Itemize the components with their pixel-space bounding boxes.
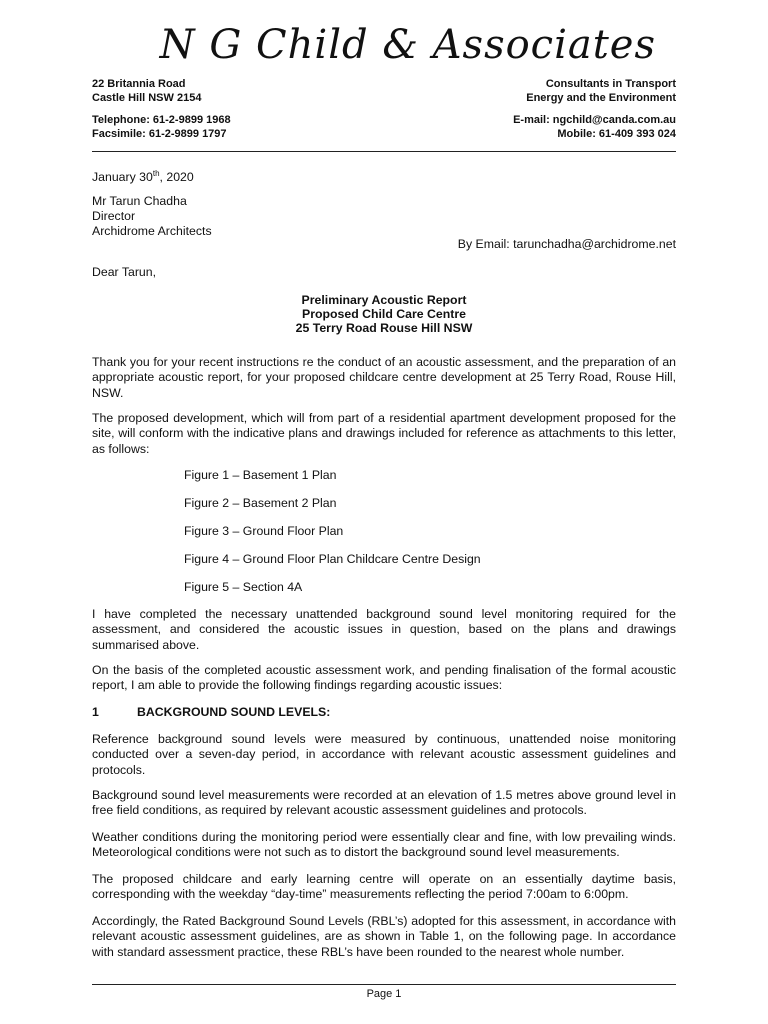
header-divider bbox=[92, 151, 676, 152]
footer-divider bbox=[92, 984, 676, 985]
recipient-company: Archidrome Architects bbox=[92, 224, 212, 238]
recipient-name: Mr Tarun Chadha bbox=[92, 194, 187, 208]
paragraph: Background sound level measurements were recorded at an elevation of 1.5 metres above ground level in free field conditions, as required by relevant acoustic assessment guidelines and protocols. bbox=[92, 788, 676, 818]
telephone: Telephone: 61-2-9899 1968 bbox=[92, 114, 231, 126]
tagline-1: Consultants in Transport bbox=[545, 78, 676, 90]
figure-list-item: Figure 4 – Ground Floor Plan Childcare Centre Design bbox=[184, 552, 481, 566]
recipient-email-line: By Email: tarunchadha@archidrome.net bbox=[457, 237, 676, 251]
paragraph: The proposed development, which will from part of a residential apartment development proposed for the site, will conform with the indicative plans and drawings included for reference as attachments to this letter, as follows: bbox=[92, 411, 676, 456]
paragraph: The proposed childcare and early learning centre will operate on an essentially daytime basis, corresponding with the weekday “day-time” measurements reflecting the period 7:00am to 6:00pm. bbox=[92, 872, 676, 902]
salutation: Dear Tarun, bbox=[92, 265, 157, 279]
letter-date: January 30th, 2020 bbox=[92, 169, 194, 185]
facsimile: Facsimile: 61-2-9899 1797 bbox=[92, 128, 227, 140]
address-line-2: Castle Hill NSW 2154 bbox=[92, 92, 202, 104]
email-address: E-mail: ngchild@canda.com.au bbox=[513, 114, 676, 126]
paragraph: On the basis of the completed acoustic assessment work, and pending finalisation of the formal acoustic report, I am able to provide the following findings regarding acoustic issues: bbox=[92, 663, 676, 693]
address-line-1: 22 Britannia Road bbox=[92, 78, 186, 90]
paragraph: Thank you for your recent instructions re the conduct of an acoustic assessment, and the preparation of an appropriate acoustic report, for your proposed childcare centre development at 25 Terry Road, Rouse Hill, NSW. bbox=[92, 355, 676, 400]
section-number: 1 bbox=[92, 705, 99, 719]
paragraph: Weather conditions during the monitoring period were essentially clear and fine, with low prevailing winds. Meteorological conditions were not such as to distort the background sound level measurements. bbox=[92, 830, 676, 860]
letterhead-address-block bbox=[92, 77, 676, 105]
paragraph: Reference background sound levels were measured by continuous, unattended noise monitoring conducted over a seven-day period, in accordance with relevant acoustic assessment guidelines and protocols. bbox=[92, 732, 676, 777]
subject-line-1: Preliminary Acoustic Report bbox=[301, 293, 467, 307]
letterhead-contact-block bbox=[92, 113, 676, 141]
mobile: Mobile: 61-409 393 024 bbox=[557, 128, 676, 140]
tagline-2: Energy and the Environment bbox=[526, 92, 676, 104]
subject-line-2: Proposed Child Care Centre bbox=[302, 307, 466, 321]
subject-line-3: 25 Terry Road Rouse Hill NSW bbox=[295, 321, 473, 335]
section-heading: BACKGROUND SOUND LEVELS: bbox=[137, 705, 331, 719]
paragraph: I have completed the necessary unattended background sound level monitoring required for the assessment, and considered the acoustic issues in question, based on the plans and drawings summarised above. bbox=[92, 607, 676, 652]
recipient-title: Director bbox=[92, 209, 136, 223]
figure-list-item: Figure 2 – Basement 2 Plan bbox=[184, 496, 337, 510]
page-number: Page 1 bbox=[366, 988, 402, 1000]
paragraph: Accordingly, the Rated Background Sound Levels (RBL’s) adopted for this assessment, in accordance with relevant acoustic assessment guidelines, are as shown in Table 1, on the following page. In accordance with standard assessment practice, these RBL’s have been rounded to the nearest whole number. bbox=[92, 914, 676, 959]
figure-list-item: Figure 3 – Ground Floor Plan bbox=[184, 524, 344, 538]
company-logo: N G Child & Associates bbox=[159, 22, 656, 68]
figure-list-item: Figure 5 – Section 4A bbox=[184, 580, 303, 594]
figure-list-item: Figure 1 – Basement 1 Plan bbox=[184, 468, 337, 482]
